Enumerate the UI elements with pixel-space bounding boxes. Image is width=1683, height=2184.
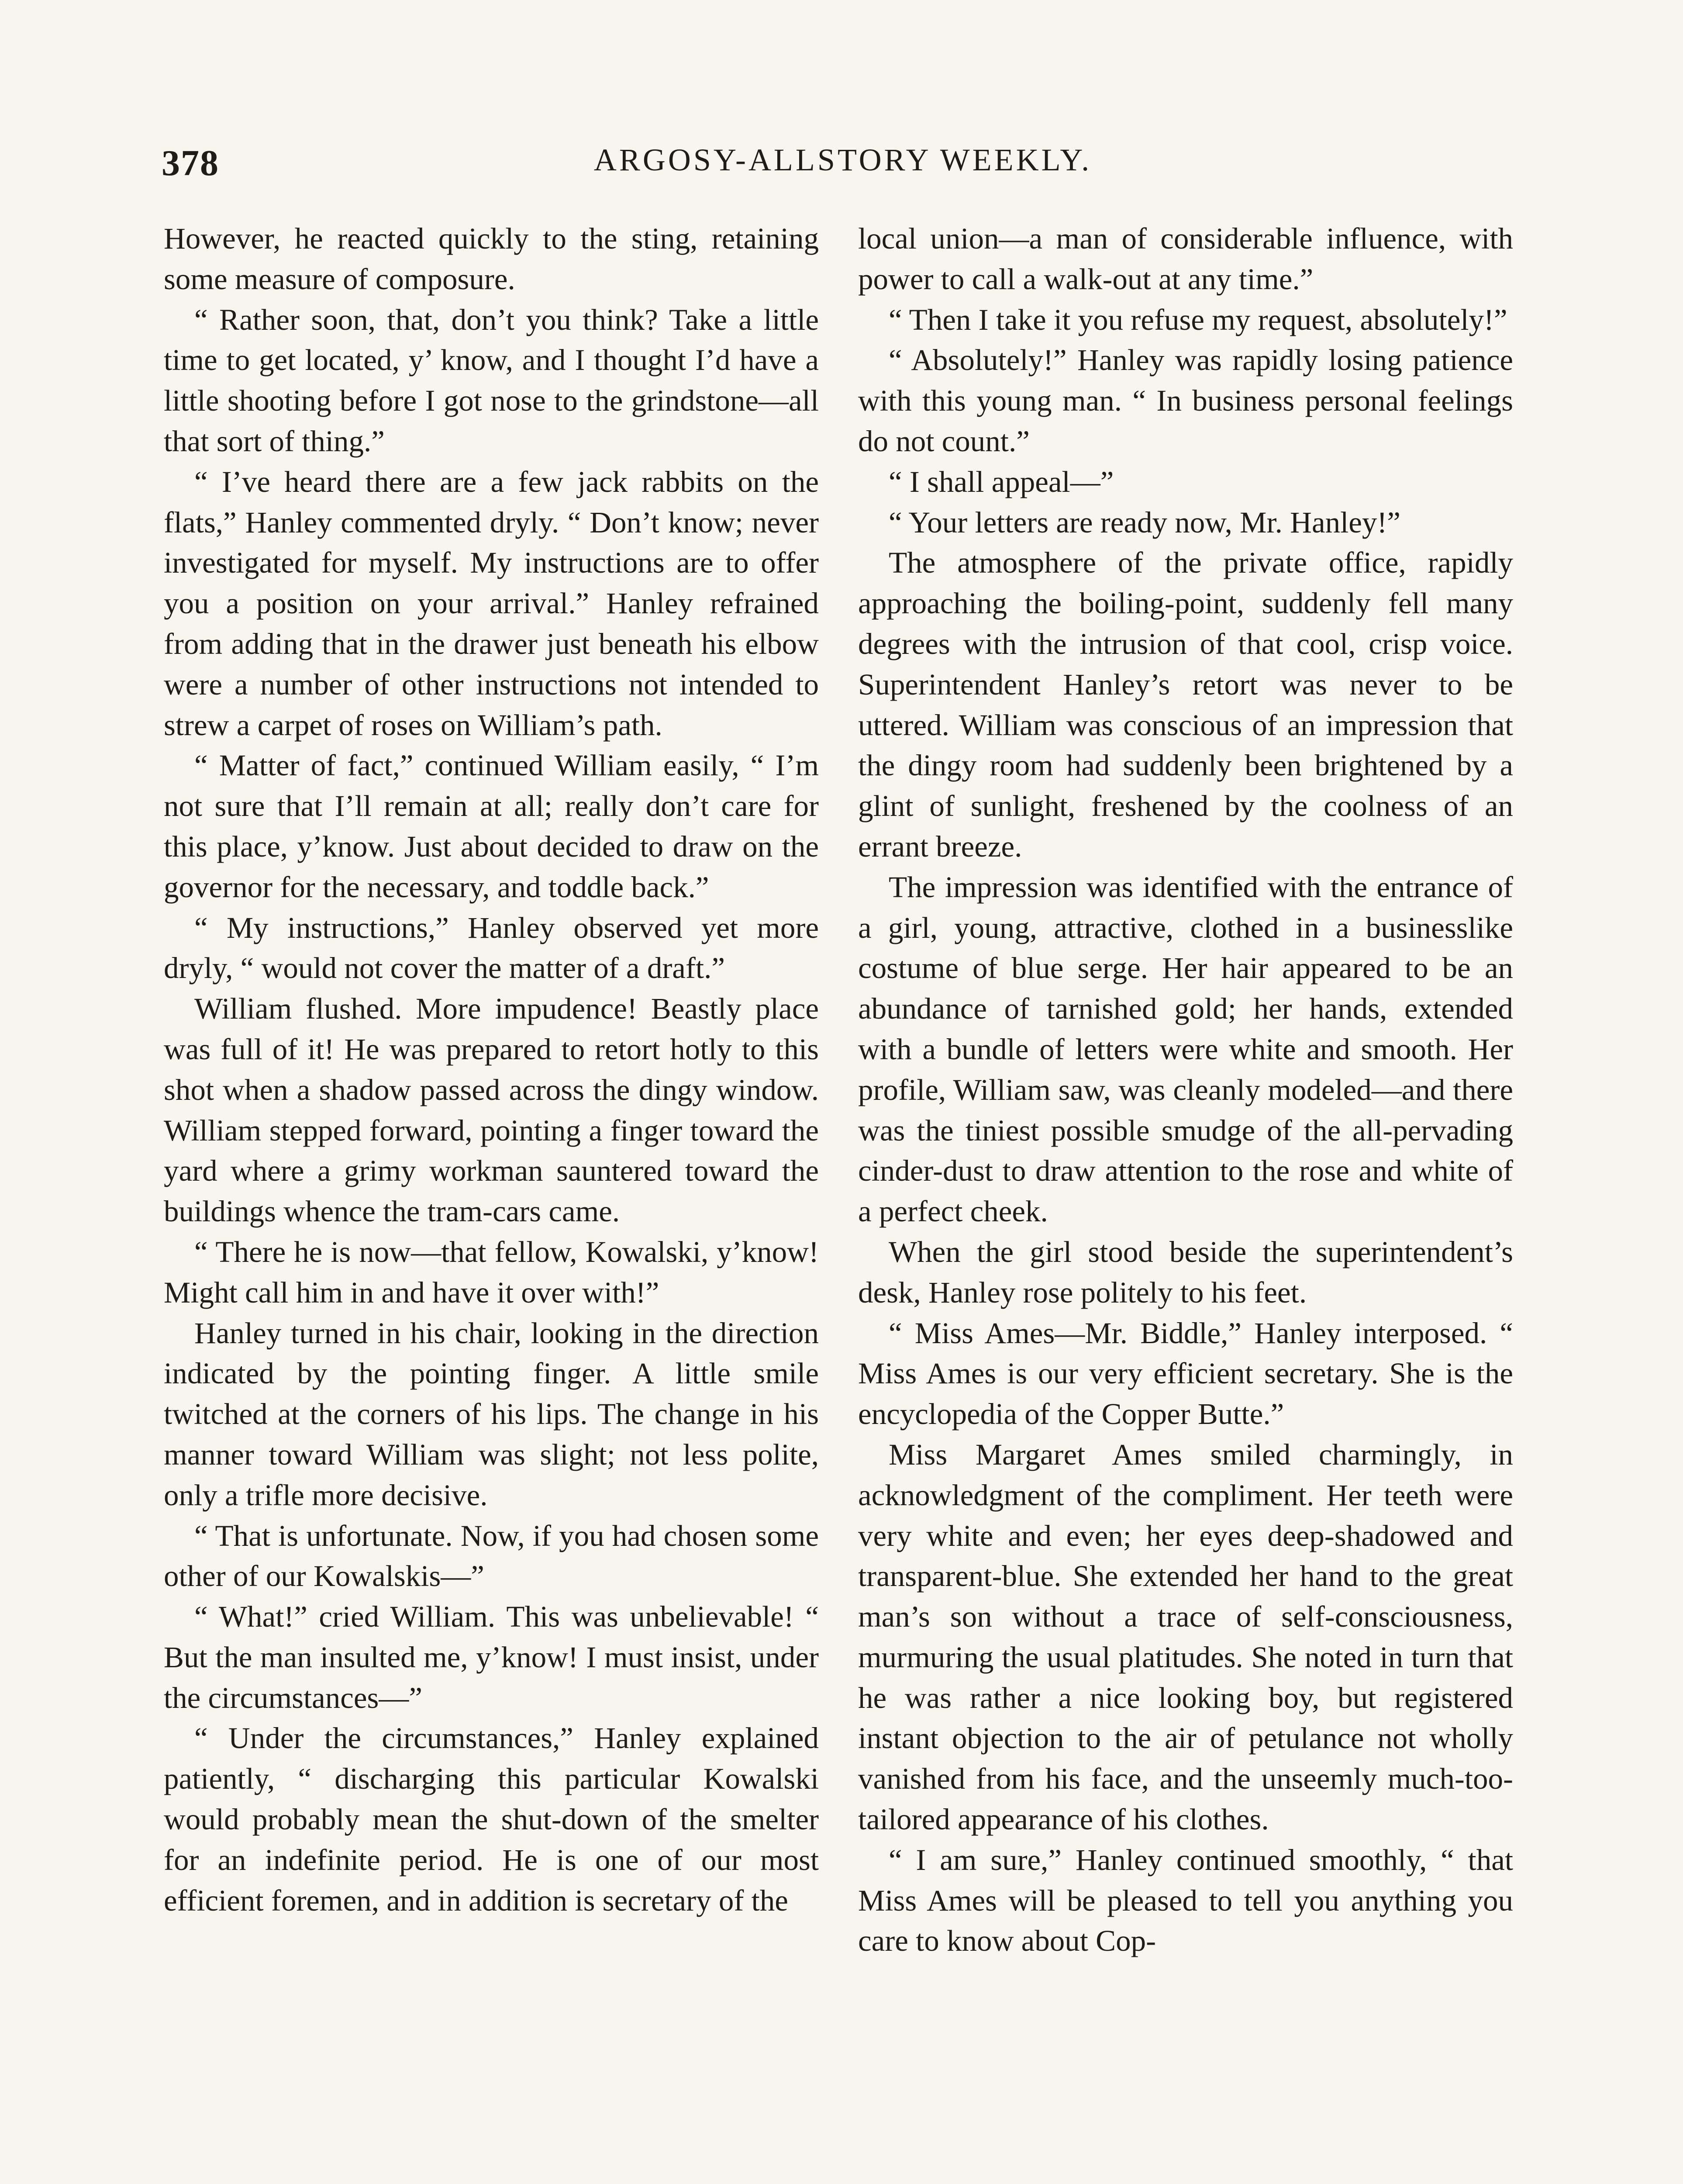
paragraph: “ Under the circumstances,” Hanley explained patiently, “ discharging this particular Kowalski would probably mean the shut-down of the smelter for an indefinite period. He is one of our most efficient foremen, and in addition is secretary of the: [164, 1721, 819, 1917]
paragraph: Hanley turned in his chair, looking in the direction indicated by the pointing finger. A little smile twitched at the corners of his lips. The change in his manner toward William was slight; not less polite, only a trifle more decisive.: [164, 1316, 819, 1512]
left-column: [164, 218, 819, 1921]
paragraph: “ That is unfortunate. Now, if you had chosen some other of our Kowalskis—”: [164, 1519, 819, 1593]
paragraph: “ I’ve heard there are a few jack rabbits on the flats,” Hanley commented dryly. “ Don’t know; never investigated for myself. My instructions are to offer you a position on your arrival.” Hanley refrained from adding that in the drawer just beneath his elbow were a number of other instructions not intended to strew a carpet of roses on William’s path.: [164, 465, 819, 742]
paragraph: When the girl stood beside the superintendent’s desk, Hanley rose politely to his feet.: [858, 1235, 1513, 1309]
paragraph: “ Absolutely!” Hanley was rapidly losing patience with this young man. “ In business personal feelings do not count.”: [858, 343, 1513, 458]
paragraph: “ Your letters are ready now, Mr. Hanley!”: [889, 505, 1400, 539]
paragraph: “ What!” cried William. This was unbelievable! “ But the man insulted me, y’know! I must insist, under the circumstances—”: [164, 1600, 819, 1714]
paragraph: Miss Margaret Ames smiled charmingly, in acknowledgment of the compliment. Her teeth were very white and even; her eyes deep-shadowed and transparent-blue. She extended her hand to the great man’s son without a trace of self-consciousness, murmuring the usual platitudes. She noted in turn that he was rather a nice looking boy, but registered instant objection to the air of petulance not wholly vanished from his face, and the unseemly much-too-tailored appearance of his clothes.: [858, 1438, 1513, 1836]
page-number: 378: [162, 143, 219, 183]
paragraph: “ I shall appeal—”: [889, 465, 1114, 498]
paragraph: The atmosphere of the private office, rapidly approaching the boiling-point, suddenly fell many degrees with the intrusion of that cool, crisp voice. Superintendent Hanley’s retort was never to be uttered. William was conscious of an impression that the dingy room had suddenly been brightened by a glint of sunlight, freshened by the coolness of an errant breeze.: [858, 546, 1513, 863]
running-title: ARGOSY-ALLSTORY WEEKLY.: [593, 142, 1092, 177]
paragraph: “ Matter of fact,” continued William easily, “ I’m not sure that I’ll remain at all; really don’t care for this place, y’know. Just about decided to draw on the governor for the necessary, and toddle back.”: [164, 749, 819, 904]
paragraph: “ Rather soon, that, don’t you think? Take a little time to get located, y’ know, and I thought I’d have a little shooting before I got nose to the grindstone—all that sort of thing.”: [164, 303, 819, 458]
right-column: [858, 218, 1513, 1961]
paragraph: “ My instructions,” Hanley observed yet more dryly, “ would not cover the matter of a draft.”: [164, 911, 819, 985]
page-header: [162, 142, 1524, 199]
paragraph: However, he reacted quickly to the sting, retaining some measure of composure.: [164, 222, 819, 296]
paragraph: “ Then I take it you refuse my request, absolutely!”: [889, 303, 1507, 336]
paragraph: “ Miss Ames—Mr. Biddle,” Hanley interposed. “ Miss Ames is our very efficient secretary. She is the encyclopedia of the Copper Butte.”: [858, 1316, 1513, 1431]
paragraph: The impression was identified with the entrance of a girl, young, attractive, clothed in a businesslike costume of blue serge. Her hair appeared to be an abundance of tarnished gold; her hands, extended with a bundle of letters were white and smooth. Her profile, William saw, was cleanly modeled—and there was the tiniest possible smudge of the all-pervading cinder-dust to draw attention to the rose and white of a perfect cheek.: [858, 870, 1513, 1228]
paragraph: “ I am sure,” Hanley continued smoothly, “ that Miss Ames will be pleased to tell you anything you care to know about Cop-: [858, 1843, 1513, 1958]
paragraph: William flushed. More impudence! Beastly place was full of it! He was prepared to retort hotly to this shot when a shadow passed across the dingy window. William stepped forward, pointing a finger toward the yard where a grimy workman sauntered toward the buildings whence the tram-cars came.: [164, 992, 819, 1228]
paragraph: “ There he is now—that fellow, Kowalski, y’know! Might call him in and have it over with!”: [164, 1235, 819, 1309]
paragraph: local union—a man of considerable influence, with power to call a walk-out at any time.”: [858, 222, 1513, 296]
